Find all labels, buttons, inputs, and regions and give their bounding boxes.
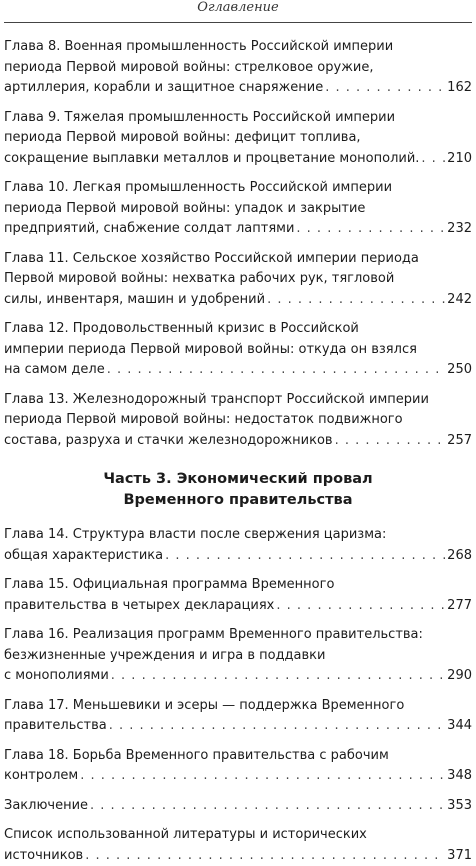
- page-number: 344: [447, 716, 472, 737]
- dot-leader: [165, 546, 445, 567]
- dot-leader: [107, 360, 445, 381]
- toc-entry[interactable]: [4, 178, 472, 240]
- toc-entry-line: Глава 11. Сельское хозяйство Российской империи периода: [4, 249, 472, 270]
- part-title-line: Часть 3. Экономический провал: [4, 469, 472, 490]
- toc-entry-line: Глава 9. Тяжелая промышленность Российской империи: [4, 108, 472, 129]
- toc-entry-line: Список использованной литературы и исторических: [4, 825, 472, 846]
- page-number: 371: [447, 846, 472, 866]
- header-rule: [4, 22, 472, 23]
- toc-entry-last-line: [4, 290, 472, 311]
- toc-entry-line: состава, разруха и стачки железнодорожников: [4, 431, 333, 452]
- toc-entry-line: артиллерия, корабли и защитное снаряжение: [4, 78, 323, 99]
- toc-entry-line: периода Первой мировой войны: дефицит топлива,: [4, 128, 472, 149]
- page-number: 232: [447, 219, 472, 240]
- toc-entry-last-line: [4, 546, 472, 567]
- toc-entry-last-line: [4, 360, 472, 381]
- toc-entry[interactable]: [4, 796, 472, 817]
- toc-entry[interactable]: [4, 390, 472, 452]
- toc-entry-last-line: [4, 149, 472, 170]
- toc-entry-line: периода Первой мировой войны: недостаток подвижного: [4, 410, 472, 431]
- toc-entry-line: с монополиями: [4, 666, 109, 687]
- toc-entry-last-line: [4, 431, 472, 452]
- toc-entry-line: источников: [4, 846, 83, 866]
- dot-leader: [90, 796, 445, 817]
- page-number: 290: [447, 666, 472, 687]
- page-number: 250: [447, 360, 472, 381]
- toc-entry-line: Глава 8. Военная промышленность Российской империи: [4, 37, 472, 58]
- toc-entry-last-line: [4, 666, 472, 687]
- dot-leader: [109, 716, 445, 737]
- toc-entry-last-line: [4, 716, 472, 737]
- page-number: 353: [447, 796, 472, 817]
- toc-list-part-3: [4, 525, 472, 866]
- toc-list-part-2: [4, 37, 472, 451]
- toc-entry-line: на самом деле: [4, 360, 105, 381]
- toc-entry-line: Заключение: [4, 796, 88, 817]
- dot-leader: [85, 846, 445, 866]
- toc-entry-last-line: [4, 846, 472, 866]
- dot-leader: [111, 666, 445, 687]
- page-number: 268: [447, 546, 472, 567]
- toc-entry-line: Глава 15. Официальная программа Временного: [4, 575, 472, 596]
- dot-leader: [335, 431, 446, 452]
- toc-entry-line: Глава 14. Структура власти после свержения царизма:: [4, 525, 472, 546]
- toc-entry[interactable]: [4, 525, 472, 566]
- toc-entry-line: Глава 12. Продовольственный кризис в Российской: [4, 319, 472, 340]
- dot-leader: [80, 766, 445, 787]
- toc-entry-line: Глава 10. Легкая промышленность Российской империи: [4, 178, 472, 199]
- toc-entry-line: предприятий, снабжение солдат лаптями: [4, 219, 294, 240]
- toc-entry[interactable]: [4, 746, 472, 787]
- toc-entry-line: сокращение выплавки металлов и процветание монополий.: [4, 149, 419, 170]
- toc-entry-line: контролем: [4, 766, 78, 787]
- page-number: 162: [447, 78, 472, 99]
- toc-entry-line: силы, инвентаря, машин и удобрений: [4, 290, 265, 311]
- toc-entry-line: правительства в четырех декларациях: [4, 596, 274, 617]
- dot-leader: [421, 149, 445, 170]
- toc-entry-last-line: [4, 219, 472, 240]
- toc-entry-line: Глава 18. Борьба Временного правительства с рабочим: [4, 746, 472, 767]
- page-number: 210: [447, 149, 472, 170]
- part-title-line: Временного правительства: [4, 490, 472, 511]
- toc-entry[interactable]: [4, 108, 472, 170]
- toc-entry-last-line: [4, 596, 472, 617]
- running-head: Оглавление: [4, 0, 472, 20]
- dot-leader: [267, 290, 445, 311]
- toc-entry-line: Первой мировой войны: нехватка рабочих рук, тягловой: [4, 269, 472, 290]
- toc-entry-line: периода Первой мировой войны: стрелковое оружие,: [4, 58, 472, 79]
- toc-entry-last-line: [4, 766, 472, 787]
- toc-entry[interactable]: [4, 249, 472, 311]
- page-number: 348: [447, 766, 472, 787]
- toc-entry-line: империи периода Первой мировой войны: откуда он взялся: [4, 340, 472, 361]
- toc-entry-line: Глава 17. Меньшевики и эсеры — поддержка Временного: [4, 696, 472, 717]
- toc-entry[interactable]: [4, 625, 472, 687]
- toc-entry-line: безжизненные учреждения и игра в поддавки: [4, 646, 472, 667]
- toc-entry-line: периода Первой мировой войны: упадок и закрытие: [4, 199, 472, 220]
- part-title: [4, 469, 472, 511]
- toc-entry-line: правительства: [4, 716, 107, 737]
- toc-entry[interactable]: [4, 575, 472, 616]
- dot-leader: [276, 596, 445, 617]
- page-number: 242: [447, 290, 472, 311]
- page-number: 277: [447, 596, 472, 617]
- dot-leader: [325, 78, 445, 99]
- toc-entry-line: Глава 13. Железнодорожный транспорт Российской империи: [4, 390, 472, 411]
- toc-entry[interactable]: [4, 319, 472, 381]
- toc-entry[interactable]: [4, 825, 472, 866]
- toc-entry[interactable]: [4, 37, 472, 99]
- dot-leader: [296, 219, 445, 240]
- page-number: 257: [447, 431, 472, 452]
- toc-entry-last-line: [4, 78, 472, 99]
- toc-entry-line: Глава 16. Реализация программ Временного правительства:: [4, 625, 472, 646]
- toc-entry-last-line: [4, 796, 472, 817]
- toc-entry-line: общая характеристика: [4, 546, 163, 567]
- toc-entry[interactable]: [4, 696, 472, 737]
